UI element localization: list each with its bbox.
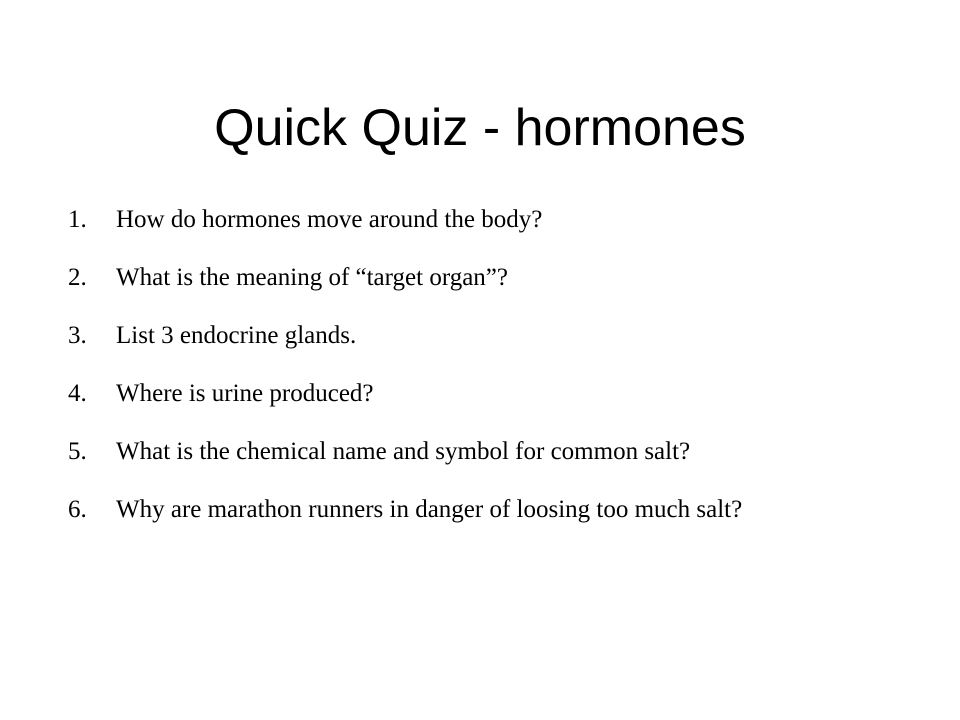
slide-title: Quick Quiz - hormones: [214, 99, 746, 157]
question-number: 5.: [68, 438, 87, 465]
question-text: How do hormones move around the body?: [116, 206, 543, 233]
question-item: [68, 430, 938, 474]
question-number: 6.: [68, 496, 87, 523]
question-number: 1.: [68, 206, 87, 233]
question-item: [68, 314, 938, 358]
question-item: [68, 372, 938, 416]
question-text: What is the chemical name and symbol for common salt?: [116, 438, 691, 465]
question-number: 2.: [68, 264, 87, 291]
question-item: [68, 488, 938, 532]
question-item: [68, 256, 938, 300]
question-text: List 3 endocrine glands.: [116, 322, 357, 349]
question-item: [68, 198, 938, 242]
question-number: 4.: [68, 380, 87, 407]
question-text: Where is urine produced?: [116, 380, 374, 407]
question-text: Why are marathon runners in danger of loosing too much salt?: [116, 496, 743, 523]
question-text: What is the meaning of “target organ”?: [116, 264, 508, 291]
question-number: 3.: [68, 322, 87, 349]
question-list: [68, 198, 938, 546]
